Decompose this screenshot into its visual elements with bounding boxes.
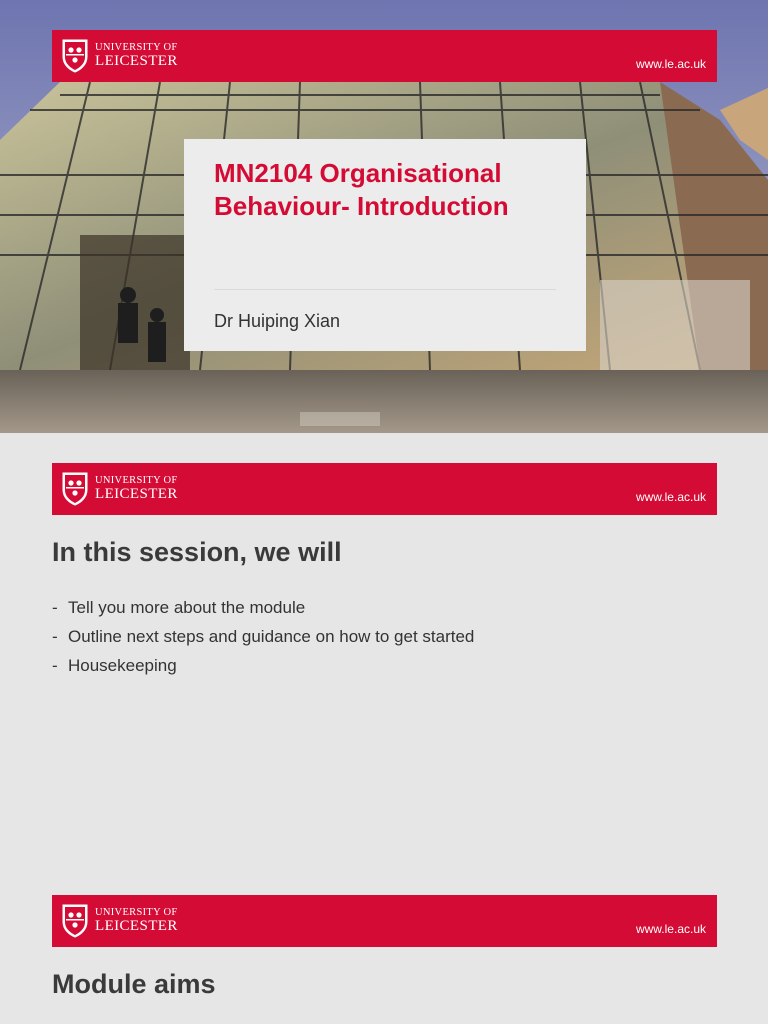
module-aims-slide (0, 865, 768, 1024)
logo-line2: LEICESTER (95, 486, 178, 503)
crest-icon (62, 472, 88, 506)
logo-line1: UNIVERSITY OF (95, 906, 178, 918)
list-item: - Housekeeping (52, 656, 177, 675)
logo-line2: LEICESTER (95, 53, 178, 70)
title-slide (0, 0, 768, 433)
logo-line1: UNIVERSITY OF (95, 474, 178, 486)
bullet-list (52, 593, 474, 680)
slide-title: MN2104 Organisational Behaviour- Introduction (214, 158, 509, 221)
logo-line2: LEICESTER (95, 918, 178, 935)
university-logo[interactable] (62, 903, 178, 939)
title-divider (214, 289, 556, 290)
website-link[interactable]: www.le.ac.uk (635, 922, 706, 936)
header-banner (52, 463, 717, 515)
bullet-text: Tell you more about the module (68, 598, 306, 617)
session-slide (0, 433, 768, 865)
title-box (184, 139, 586, 351)
slide-heading: Module aims (52, 969, 216, 999)
header-banner (52, 895, 717, 947)
list-item: - Outline next steps and guidance on how to get started (52, 627, 475, 646)
university-logo[interactable] (62, 471, 178, 507)
bullet-text: Housekeeping (68, 656, 177, 675)
university-logo[interactable] (62, 38, 178, 74)
crest-icon (62, 39, 88, 73)
crest-icon (62, 904, 88, 938)
presenter-name: Dr Huiping Xian (214, 311, 341, 331)
slide-heading: In this session, we will (52, 537, 342, 567)
website-link[interactable]: www.le.ac.uk (635, 57, 706, 71)
bullet-text: Outline next steps and guidance on how to get started (68, 627, 475, 646)
logo-line1: UNIVERSITY OF (95, 41, 178, 53)
list-item: - Tell you more about the module (52, 598, 306, 617)
header-banner (52, 30, 717, 82)
website-link[interactable]: www.le.ac.uk (635, 490, 706, 504)
